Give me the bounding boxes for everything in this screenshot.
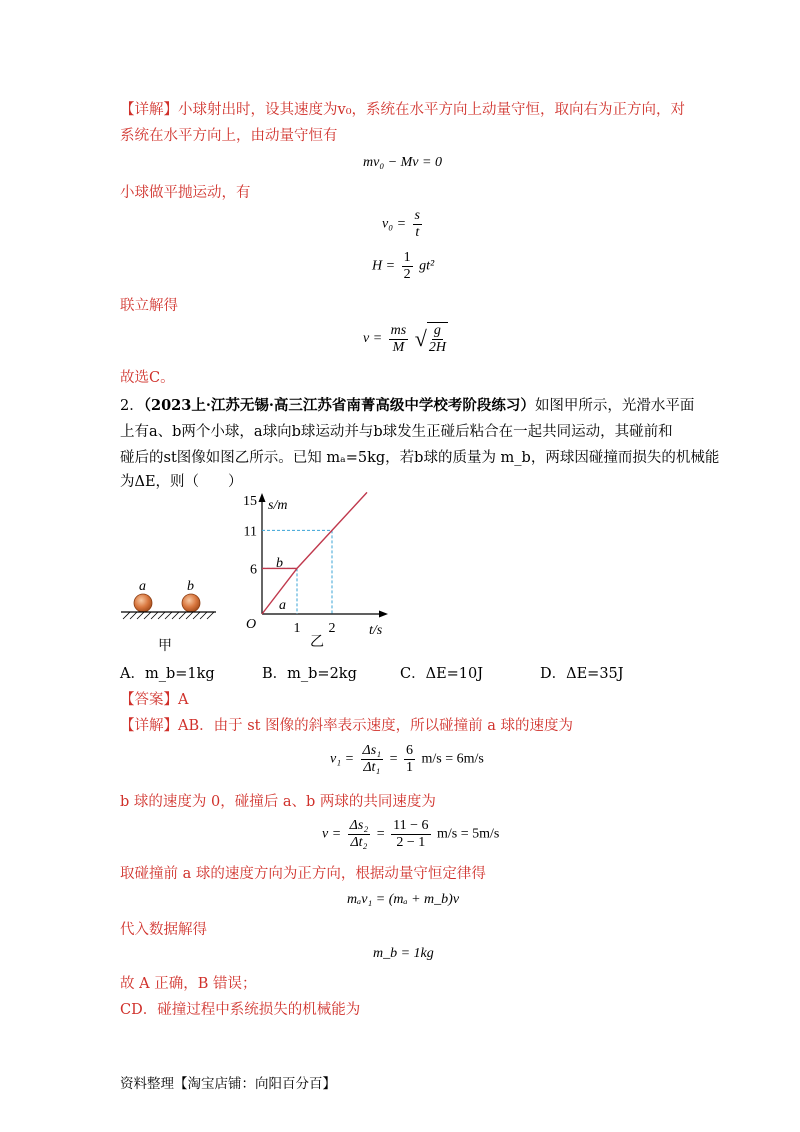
y-tick-label: 11 xyxy=(243,524,257,540)
caption-yi: 乙 xyxy=(310,635,324,650)
x-tick-label: 1 xyxy=(293,621,301,636)
text-projectile: 小球做平抛运动，有 xyxy=(120,185,251,201)
choice-text: 故选C。 xyxy=(120,370,175,386)
question-source: （2023上·江苏无锡·高三江苏省南菁高级中学校考阶段练习） xyxy=(143,397,535,414)
option-a: A．m_b=1kg xyxy=(120,666,215,682)
ball-a-label: a xyxy=(139,579,146,594)
detail-line-2: 系统在水平方向上，由动量守恒有 xyxy=(120,128,338,144)
question-stem-2: 上有a、b两个小球，a球向b球运动并与b球发生正碰后粘合在一起共同运动，其碰前和 xyxy=(120,424,673,440)
label-b: b xyxy=(276,556,283,571)
answer-detail-line xyxy=(120,716,573,736)
detail-line-1 xyxy=(120,100,685,120)
text-substitute: 代入数据解得 xyxy=(120,922,207,938)
text-b-velocity: b 球的速度为 0，碰撞后 a、b 两球的共同速度为 xyxy=(120,794,436,810)
question-stem-4: 为ΔE，则（ ） xyxy=(120,474,243,490)
caption-jia: 甲 xyxy=(158,639,172,654)
figure-jia xyxy=(118,570,228,655)
text-direction: 取碰撞前 a 球的速度方向为正方向，根据动量守恒定律得 xyxy=(120,866,486,882)
question-2-line-1 xyxy=(120,396,694,416)
y-tick-label: 6 xyxy=(250,562,257,578)
ball-b xyxy=(182,594,200,612)
equation-v1: v₁ = $\frac{\text{Δs₁}}{\text{Δt₁}}$ = $\frac{6}{1}$ m/s = 6m/s xyxy=(330,743,484,775)
x-axis-arrow xyxy=(379,611,388,618)
y-tick-label: 15 xyxy=(243,494,257,509)
equation-momentum: mv₀ − Mv = 0 xyxy=(363,155,442,170)
detail-tag: 【详解】 xyxy=(120,102,178,118)
answer-line xyxy=(120,690,188,710)
equation-momentum-2: mₐv₁ = (mₐ + m_b)v xyxy=(347,892,460,907)
detail-text-1: 小球射出时，设其速度为v₀，系统在水平方向上动量守恒，取向右为正方向，对 xyxy=(178,102,686,118)
answer-detail-text: AB．由于 st 图像的斜率表示速度，所以碰撞前 a 球的速度为 xyxy=(178,718,573,734)
x-tick-label: 2 xyxy=(328,621,336,636)
text-solve: 联立解得 xyxy=(120,298,178,314)
equation-mb: m_b = 1kg xyxy=(373,946,434,961)
conclusion-text: 故 A 正确，B 错误； xyxy=(120,976,257,992)
question-number: 2． xyxy=(120,398,144,414)
option-c: C．ΔE=10J xyxy=(400,666,484,682)
label-a: a xyxy=(279,598,286,613)
x-axis-label: t/s xyxy=(369,623,383,638)
answer-tag: 【答案】 xyxy=(120,692,178,708)
question-stem-1: 如图甲所示，光滑水平面 xyxy=(534,398,695,414)
y-axis-label: s/m xyxy=(268,498,288,513)
equation-v0: v₀ = $\frac{s}{t}$ xyxy=(382,208,420,240)
option-b: B．m_b=2kg xyxy=(262,666,357,682)
answer-detail-tag: 【详解】 xyxy=(120,718,178,734)
question-stem-3: 碰后的st图像如图乙所示。已知 mₐ=5kg，若b球的质量为 m_b，两球因碰撞而损失的机械能 xyxy=(120,450,720,466)
ground-hatch xyxy=(123,612,214,619)
y-axis-arrow xyxy=(259,493,266,502)
tick-layer xyxy=(243,494,336,636)
answer-value: A xyxy=(178,692,189,708)
footer-text: 资料整理【淘宝店铺：向阳百分百】 xyxy=(120,1076,336,1092)
figure-yi-chart xyxy=(240,490,400,660)
ball-a xyxy=(134,594,152,612)
origin-label: O xyxy=(246,617,257,632)
equation-v-result: v = $\frac{ms}{M}$ √ $\frac{g}{2H}$ xyxy=(363,322,446,355)
ball-b-label: b xyxy=(187,579,194,594)
equation-h: H = $\frac{1}{2}$ gt² xyxy=(372,250,435,282)
equation-v-common: v = $\frac{\text{Δs₂}}{\text{Δt₂}}$ = $\frac{11 - 6}{2 - 1}$ m/s = 5m/s xyxy=(322,818,500,850)
cd-line: CD．碰撞过程中系统损失的机械能为 xyxy=(120,1002,361,1018)
option-d: D．ΔE=35J xyxy=(540,666,624,682)
